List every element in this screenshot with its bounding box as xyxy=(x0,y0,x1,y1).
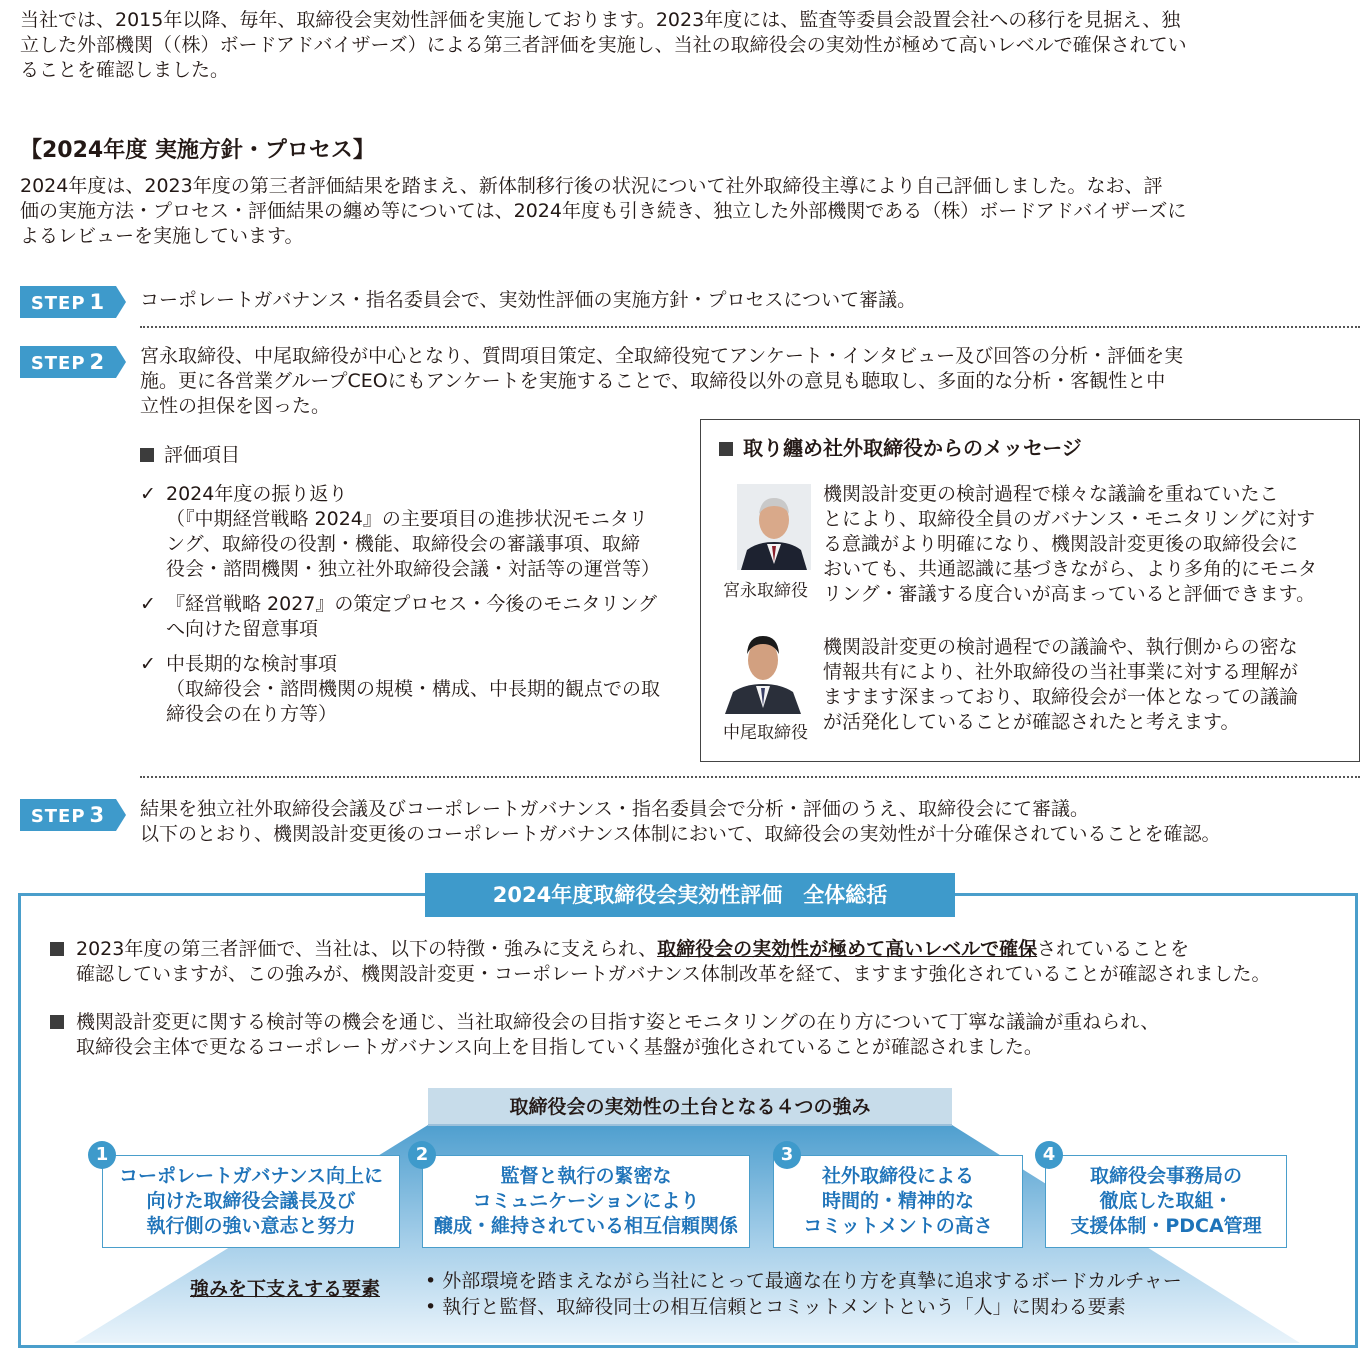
square-bullet-icon xyxy=(719,442,733,456)
strength-box: コーポレートガバナンス向上に 向けた取締役会議長及び 執行側の強い意志と努力 xyxy=(102,1155,400,1248)
summary-bullet: 機関設計変更に関する検討等の機会を通じ、当社取締役会の目指す姿とモニタリングの在り方について丁寧な議論が重ねられ、 取締役会主体で更なるコーポレートガバナンス向上を目指していく基盤が強化されていることが確認されました。 xyxy=(50,1010,1350,1060)
evaluation-items-title: 評価項目 xyxy=(140,440,690,474)
intro-paragraph xyxy=(20,8,1360,83)
square-bullet-icon xyxy=(140,448,154,462)
support-item: • 執行と監督、取締役同士の相互信頼とコミットメントという「人」に関わる要素 xyxy=(425,1296,1126,1318)
support-items xyxy=(425,1268,1182,1320)
step-1-label: STEP 1 xyxy=(30,290,106,314)
strength-box: 取締役会事務局の 徹底した取組・ 支援体制・PDCA管理 xyxy=(1045,1155,1287,1248)
step-2-line: 立性の担保を図った。 xyxy=(140,395,331,417)
step-2-label: STEP 2 xyxy=(30,350,106,374)
check-icon: ✓ xyxy=(140,593,156,615)
divider xyxy=(140,776,1360,778)
step-3-line: 以下のとおり、機関設計変更後のコーポレートガバナンス体制において、取締役会の実効性が十分確保されていることを確認。 xyxy=(140,823,1221,845)
step-1-tab xyxy=(20,286,126,318)
strength-box: 社外取締役による 時間的・精神的な コミットメントの高さ xyxy=(773,1155,1023,1248)
evaluation-item: ✓ 2024年度の振り返り （『中期経営戦略 2024』の主要項目の進捗状況モニタリ ング、取締役の役割・機能、取締役会の審議事項、取締 役会・諮問機関・独立社外取締役会議・対話等の運営等） xyxy=(140,483,661,580)
strength-number-badge: 4 xyxy=(1035,1141,1063,1169)
message-box-title: 取り纏め社外取締役からのメッセージ xyxy=(719,434,1082,462)
step-2-line: 施。更に各営業グループCEOにもアンケートを実施することで、取締役以外の意見も聴取し、多面的な分析・客観性と中 xyxy=(140,370,1166,392)
strength-box: 監督と執行の緊密な コミュニケーションにより 醸成・維持されている相互信頼関係 xyxy=(422,1155,750,1248)
policy-line: 価の実施方法・プロセス・評価結果の纏め等については、2024年度も引き続き、独立した外部機関である（株）ボードアドバイザーズに xyxy=(20,200,1187,222)
foundation-title: 取締役会の実効性の土台となる４つの強み xyxy=(428,1088,952,1126)
intro-line: 立した外部機関（（株）ボードアドバイザーズ）による第三者評価を実施し、当社の取締役会の実効性が極めて高いレベルで確保されてい xyxy=(20,34,1187,56)
director-name: 中尾取締役 xyxy=(723,723,808,743)
policy-paragraph xyxy=(20,174,1360,249)
strength-number-badge: 2 xyxy=(408,1141,436,1169)
step-1-line: コーポレートガバナンス・指名委員会で、実効性評価の実施方針・プロセスについて審議。 xyxy=(140,289,917,311)
director-name: 宮永取締役 xyxy=(723,581,808,601)
strength-number-badge: 3 xyxy=(773,1141,801,1169)
policy-heading: 【2024年度 実施方針・プロセス】 xyxy=(20,138,375,163)
policy-line: 2024年度は、2023年度の第三者評価結果を踏まえ、新体制移行後の状況について社外取締役主導により自己評価しました。なお、評 xyxy=(20,175,1163,197)
emphasis-text: 取締役会の実効性が極めて高いレベルで確保 xyxy=(657,938,1038,960)
step-3-text xyxy=(140,797,1360,847)
support-item: • 外部環境を踏まえながら当社にとって最適な在り方を真摯に追求するボードカルチャー xyxy=(425,1270,1182,1292)
evaluation-item: ✓ 中長期的な検討事項 （取締役会・諮問機関の規模・構成、中長期的観点での取 締役会の在り方等） xyxy=(140,653,661,725)
step-1-text xyxy=(140,288,1360,313)
message-box xyxy=(700,419,1360,762)
step-2-text xyxy=(140,344,1360,419)
square-bullet-icon xyxy=(50,1015,64,1029)
step-3-tab xyxy=(20,799,126,831)
step-2-tab xyxy=(20,346,126,378)
step-3-line: 結果を独立社外取締役会議及びコーポレートガバナンス・指名委員会で分析・評価のうえ、取締役会にて審議。 xyxy=(140,798,1090,820)
check-icon: ✓ xyxy=(140,483,156,505)
summary-title: 2024年度取締役会実効性評価 全体総括 xyxy=(425,873,955,917)
evaluation-item: ✓ 『経営戦略 2027』の策定プロセス・今後のモニタリング へ向けた留意事項 xyxy=(140,593,658,640)
square-bullet-icon xyxy=(50,942,64,956)
step-3-label: STEP 3 xyxy=(30,803,106,827)
summary-bullet: 2023年度の第三者評価で、当社は、以下の特徴・強みに支えられ、取締役会の実効性が極めて高いレベルで確保されていることを 確認していますが、この強みが、機関設計変更・コーポレートガバナンス体制改革を経て、ますます強化されていることが確認されました。 xyxy=(50,937,1350,987)
support-label: 強みを下支えする要素 xyxy=(190,1278,381,1300)
strength-number-badge: 1 xyxy=(88,1141,116,1169)
evaluation-items xyxy=(140,440,690,727)
intro-line: ることを確認しました。 xyxy=(20,59,230,81)
step-2-line: 宮永取締役、中尾取締役が中心となり、質問項目策定、全取締役宛てアンケート・インタビュー及び回答の分析・評価を実 xyxy=(140,345,1184,367)
portrait-photo xyxy=(737,484,811,570)
check-icon: ✓ xyxy=(140,653,156,675)
message-text: 機関設計変更の検討過程で様々な議論を重ねていたこ とにより、取締役全員のガバナンス・モニタリングに対す る意識がより明確になり、機関設計変更後の取締役会に おいても、共通認識に基づきながら、より多角的にモニタ リング・審議する度合いが高まっていると評価できます。 xyxy=(823,483,1318,605)
intro-line: 当社では、2015年以降、毎年、取締役会実効性評価を実施しております。2023年度には、監査等委員会設置会社への移行を見据え、独 xyxy=(20,9,1181,31)
policy-line: よるレビューを実施しています。 xyxy=(20,225,304,247)
divider xyxy=(140,326,1360,328)
message-text: 機関設計変更の検討過程での議論や、執行側からの密な 情報共有により、社外取締役の当社事業に対する理解が ますます深まっており、取締役会が一体となっての議論 が活発化していることが確認されたと考えます。 xyxy=(823,636,1299,733)
portrait-photo xyxy=(721,622,805,714)
